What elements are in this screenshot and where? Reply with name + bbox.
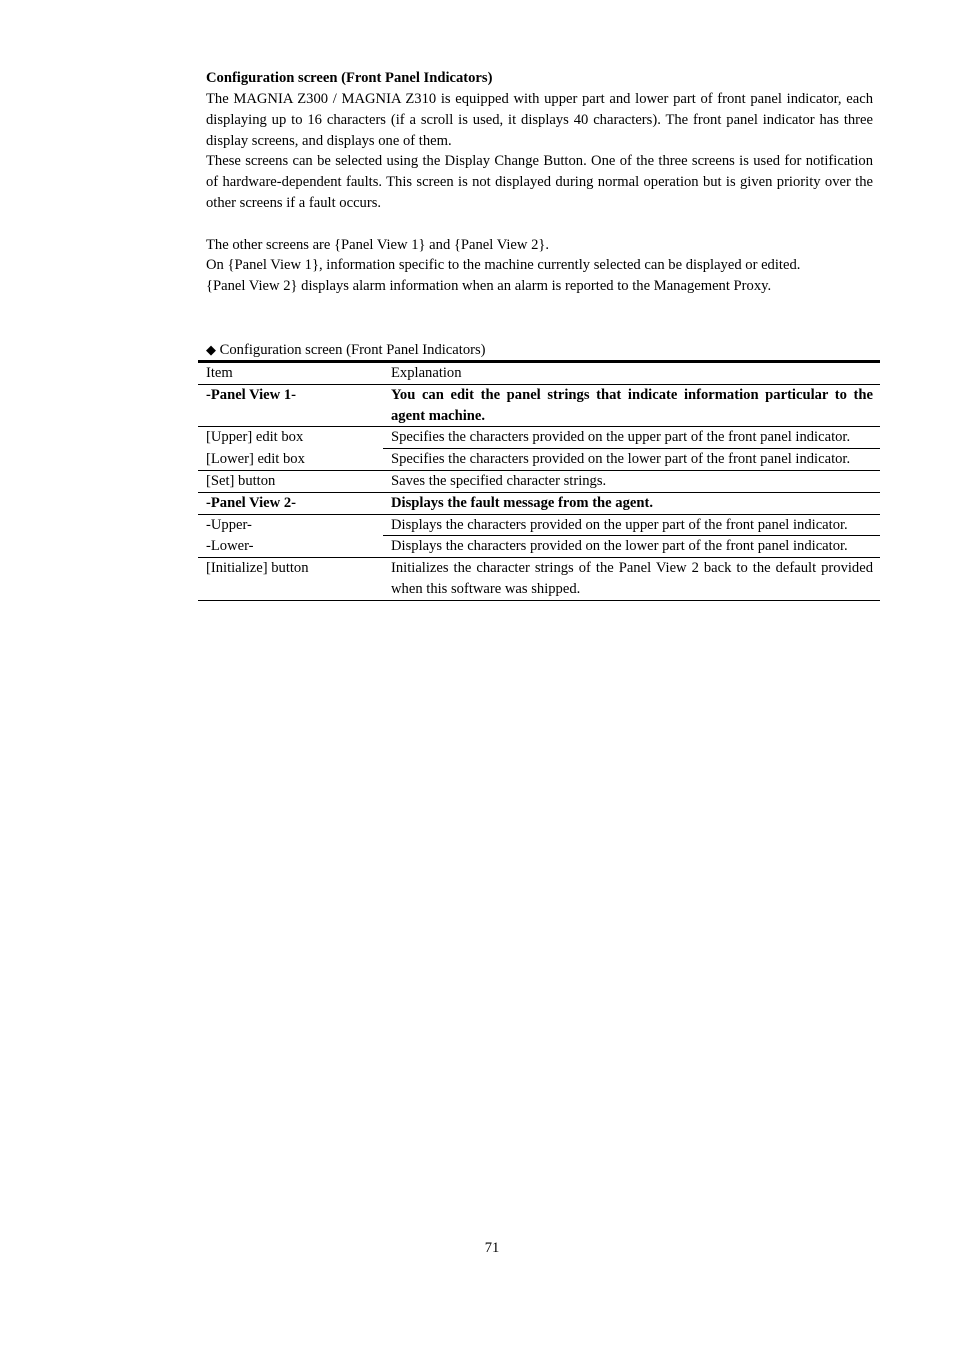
paragraph-display-change: These screens can be selected using the Display Change Button. One of the three screens is used for notification of hardware-dependent faults. This screen is not displayed during normal operation but is given priority over the other screens if a fault occurs. [206, 153, 873, 211]
table-body [198, 360, 880, 601]
row-item: -Panel View 1- [206, 386, 296, 403]
header-item: Item [206, 365, 233, 381]
table-row [198, 427, 880, 449]
row-explanation: Initializes the character strings of the Panel View 2 back to the default provided when this software was shipped. [391, 560, 873, 597]
paragraph-front-panel: The MAGNIA Z300 / MAGNIA Z310 is equipped with upper part and lower part of front panel indicator, each displaying up to 16 characters (if a scroll is used, it displays 40 characters). The front panel indicator has three display screens, and displays one of them. [206, 91, 873, 149]
intro-section [206, 68, 873, 297]
paragraph-panel-view-1: On {Panel View 1}, information specific to the machine currently selected can be displayed or edited. [206, 257, 801, 274]
paragraph-spacer [206, 214, 873, 235]
row-item: [Initialize] button [206, 560, 309, 577]
row-explanation: Specifies the characters provided on the upper part of the front panel indicator. [383, 427, 880, 449]
page-number: 71 [484, 1240, 500, 1256]
diamond-bullet-icon: ◆ [206, 343, 216, 358]
table-row [198, 558, 880, 601]
row-item: -Upper- [206, 516, 252, 533]
table-row [198, 449, 880, 471]
row-explanation: Displays the fault message from the agent. [391, 494, 653, 511]
header-explanation: Explanation [391, 365, 462, 381]
row-item: -Lower- [206, 538, 254, 555]
row-explanation: Saves the specified character strings. [391, 472, 607, 489]
paragraph-other-screens: The other screens are {Panel View 1} and {Panel View 2}. [206, 236, 550, 253]
paragraph-panel-view-2: {Panel View 2} displays alarm information when an alarm is reported to the Management Proxy. [206, 278, 772, 295]
section-heading: Configuration screen (Front Panel Indicators) [206, 70, 493, 86]
table-row [198, 385, 880, 428]
table-caption [198, 340, 880, 360]
row-item: [Set] button [206, 472, 276, 489]
table-row [198, 471, 880, 493]
table-row [198, 536, 880, 558]
row-explanation: Displays the characters provided on the lower part of the front panel indicator. [391, 538, 848, 555]
row-item: [Lower] edit box [206, 451, 305, 468]
row-item: -Panel View 2- [206, 494, 296, 511]
table-row [198, 493, 880, 515]
row-explanation: You can edit the panel strings that indicate information particular to the agent machine. [391, 386, 873, 424]
row-explanation: Specifies the characters provided on the lower part of the front panel indicator. [391, 451, 851, 468]
table-header-row [198, 363, 880, 385]
table-row [198, 515, 880, 537]
row-item: [Upper] edit box [206, 429, 304, 446]
row-explanation: Displays the characters provided on the upper part of the front panel indicator. [383, 515, 880, 537]
table-caption-text: Configuration screen (Front Panel Indicators) [219, 342, 486, 358]
configuration-table [198, 340, 880, 601]
